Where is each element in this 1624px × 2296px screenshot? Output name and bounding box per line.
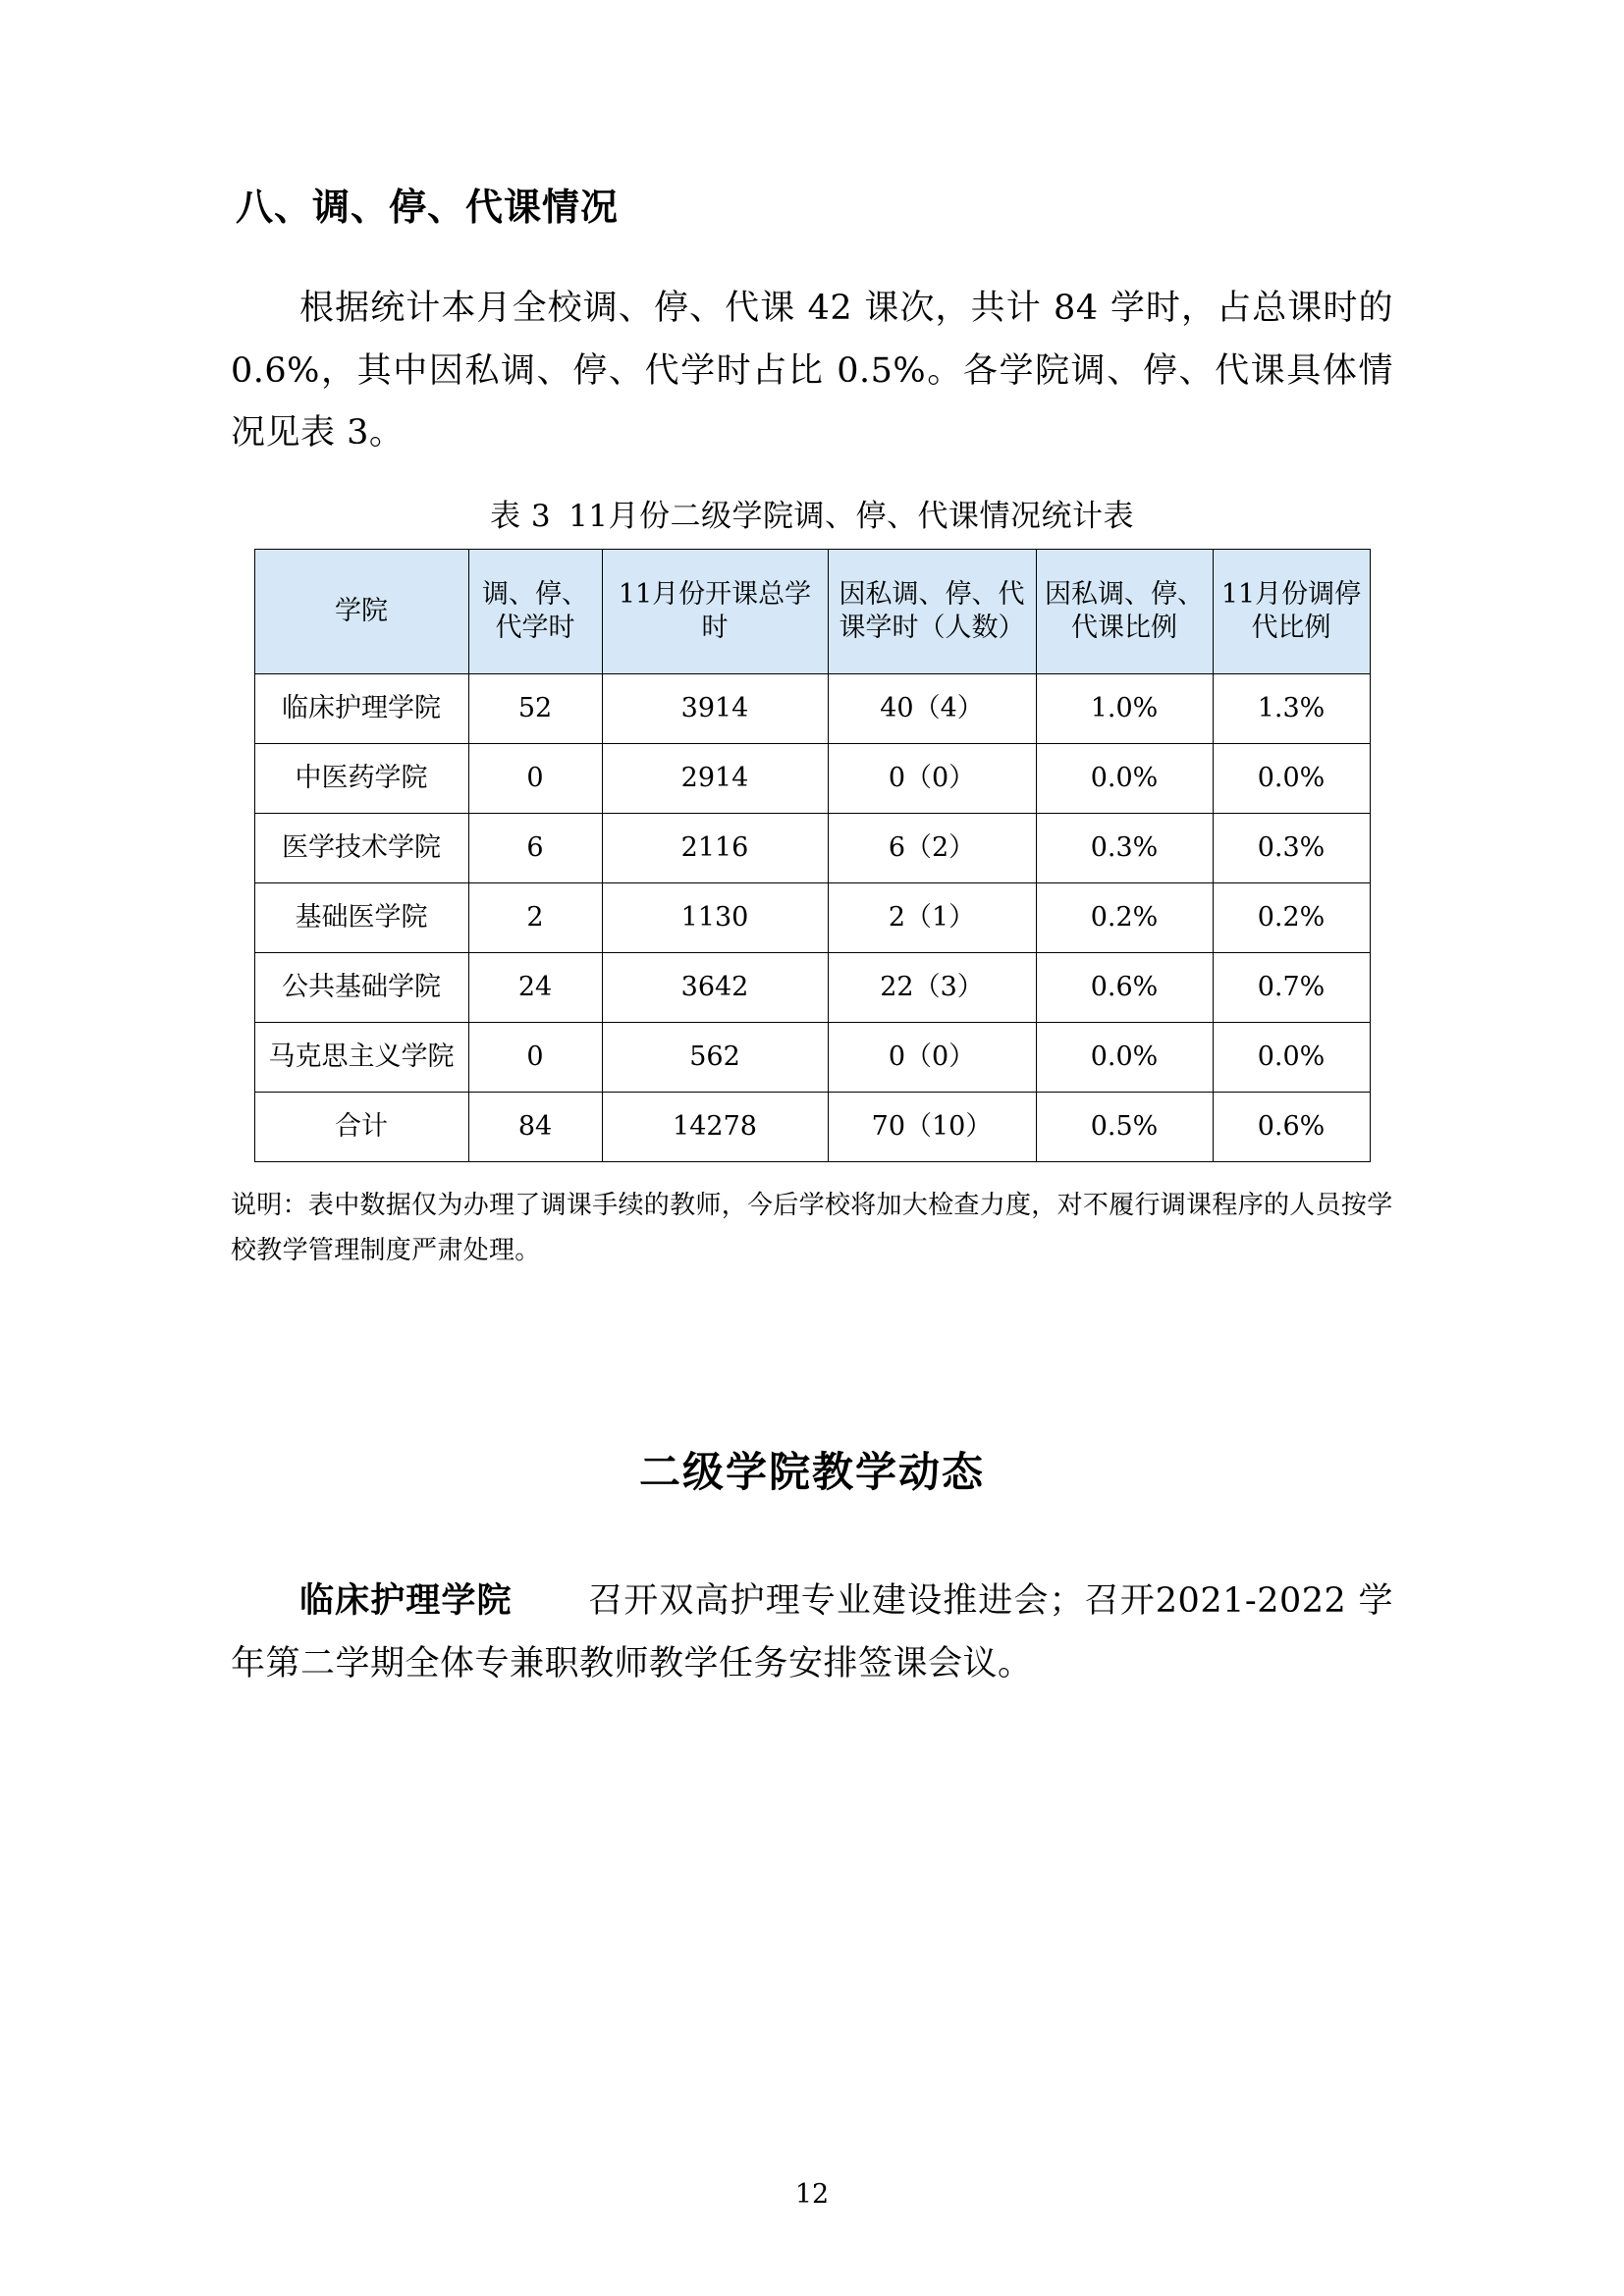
cell-private-hours: 6（2） [828,814,1036,883]
cell-private-ratio: 1.0% [1036,674,1213,744]
college-news-text: 召开双高护理专业建设推进会；召开2021-2022 学年第二学期全体专兼职教师教学任务安排签课会议。 [231,1581,1393,1683]
cell-private-hours: 0（0） [828,744,1036,814]
cell-adjust-hours: 0 [468,1023,602,1093]
cell-total-hours: 14278 [602,1093,828,1162]
cell-private-hours: 0（0） [828,1023,1036,1093]
cell-private-hours: 70（10） [828,1093,1036,1162]
cell-month-ratio: 1.3% [1213,674,1370,744]
table-row [254,674,1370,744]
table-caption-title: 11月份二级学院调、停、代课情况统计表 [568,499,1135,535]
cell-total-hours: 3642 [602,953,828,1023]
cell-private-ratio: 0.2% [1036,883,1213,953]
cell-college: 马克思主义学院 [254,1023,468,1093]
table-row [254,744,1370,814]
cell-adjust-hours: 52 [468,674,602,744]
cell-college: 临床护理学院 [254,674,468,744]
cell-private-ratio: 0.5% [1036,1093,1213,1162]
table-header-row [254,550,1370,674]
cell-private-hours: 40（4） [828,674,1036,744]
column-header-adjust-hours: 调、停、代学时 [468,550,602,674]
cell-month-ratio: 0.6% [1213,1093,1370,1162]
cell-private-hours: 2（1） [828,883,1036,953]
cell-month-ratio: 0.2% [1213,883,1370,953]
column-header-college: 学院 [254,550,468,674]
cell-adjust-hours: 2 [468,883,602,953]
table-note: 说明：表中数据仅为办理了调课手续的教师，今后学校将加大检查力度，对不履行调课程序的人员按学校教学管理制度严肃处理。 [231,1191,1393,1265]
cell-total-hours: 2116 [602,814,828,883]
cell-college: 医学技术学院 [254,814,468,883]
cell-adjust-hours: 0 [468,744,602,814]
cell-month-ratio: 0.7% [1213,953,1370,1023]
cell-college: 中医药学院 [254,744,468,814]
cell-adjust-hours: 84 [468,1093,602,1162]
column-header-private-ratio: 因私调、停、代课比例 [1036,550,1213,674]
cell-private-ratio: 0.0% [1036,1023,1213,1093]
cell-month-ratio: 0.0% [1213,744,1370,814]
table-row [254,814,1370,883]
cell-college: 公共基础学院 [254,953,468,1023]
cell-total-hours: 562 [602,1023,828,1093]
column-header-month-ratio: 11月份调停代比例 [1213,550,1370,674]
section-heading: 八、调、停、代课情况 [236,185,620,229]
cell-adjust-hours: 24 [468,953,602,1023]
page-title: 二级学院教学动态 [638,1448,985,1497]
cell-adjust-hours: 6 [468,814,602,883]
cell-private-hours: 22（3） [828,953,1036,1023]
table-row [254,1023,1370,1093]
cell-private-ratio: 0.3% [1036,814,1213,883]
cell-total-hours: 1130 [602,883,828,953]
cell-private-ratio: 0.0% [1036,744,1213,814]
college-news-block [231,1570,1393,1695]
cell-total-hours: 2914 [602,744,828,814]
table-row-total [254,1093,1370,1162]
column-header-private-hours: 因私调、停、代课学时（人数） [828,550,1036,674]
intro-paragraph: 根据统计本月全校调、停、代课 42 课次，共计 84 学时，占总课时的 0.6%，其中因私调、停、代学时占比 0.5%。各学院调、停、代课具体情况见表 3。 [231,289,1393,454]
table-caption [231,491,1393,535]
cell-total-hours: 3914 [602,674,828,744]
column-header-total-hours: 11月份开课总学时 [602,550,828,674]
cell-college: 基础医学院 [254,883,468,953]
table-row [254,953,1370,1023]
college-name: 临床护理学院 [299,1580,513,1622]
cell-month-ratio: 0.0% [1213,1023,1370,1093]
college-news-paragraph [231,1570,1393,1695]
cell-private-ratio: 0.6% [1036,953,1213,1023]
stats-table [254,549,1371,1162]
table-row [254,883,1370,953]
cell-month-ratio: 0.3% [1213,814,1370,883]
cell-college: 合计 [254,1093,468,1162]
table-caption-label: 表 3 [489,499,552,535]
page-number: 12 [794,2179,830,2210]
